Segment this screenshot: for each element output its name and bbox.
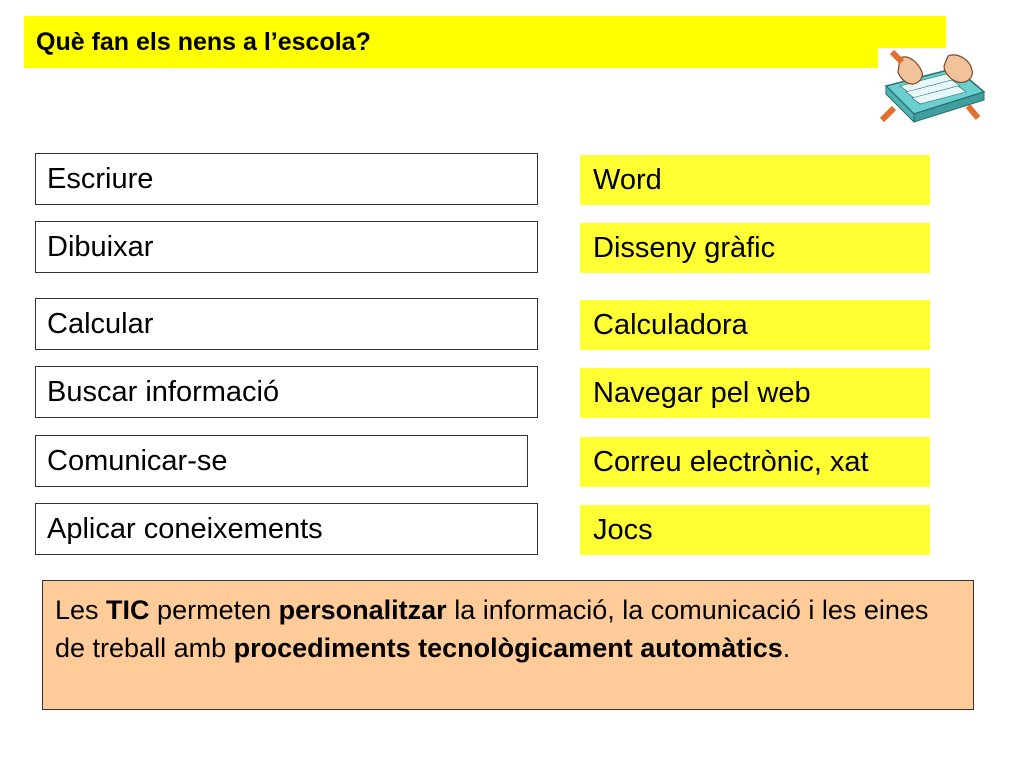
activity-escriure [35,153,538,205]
activity-buscar-informacio [35,366,538,418]
activity-aplicar-coneixements [35,503,538,555]
note-text: . [782,633,791,663]
tool-disseny-grafic [580,223,930,273]
tool-calculadora [580,300,930,350]
note-text: la informació, la comunicació i les eines de treball amb [55,595,929,663]
tool-label: Calculadora [593,308,748,341]
activity-dibuixar [35,221,538,273]
tool-navegar-pel-web [580,368,930,418]
summary-note [42,580,974,710]
activity-label: Buscar informació [47,375,280,408]
tool-label: Jocs [593,513,653,546]
note-bold-tic: TIC [106,595,150,625]
tool-correu-electronic-xat [580,437,930,487]
activity-label: Escriure [47,162,154,195]
keyboard-typing-hands-icon [878,48,990,132]
note-bold-personalitzar: personalitzar [278,595,447,625]
tool-word [580,155,930,205]
slide-title [24,16,946,68]
activity-comunicar-se [35,435,528,487]
activity-label: Comunicar-se [47,444,228,477]
tool-label: Navegar pel web [593,376,811,409]
note-text: Les [55,595,107,625]
activity-label: Aplicar coneixements [47,512,323,545]
tool-label: Correu electrònic, xat [593,445,869,478]
note-text: permeten [149,595,279,625]
activity-calcular [35,298,538,350]
note-bold-procediments: procediments tecnològicament automàtics [233,633,783,663]
tool-label: Disseny gràfic [593,231,776,264]
activity-label: Calcular [47,307,154,340]
tool-jocs [580,505,930,555]
tool-label: Word [593,163,662,196]
slide-title-text: Què fan els nens a l’escola? [36,27,371,56]
activity-label: Dibuixar [47,230,154,263]
